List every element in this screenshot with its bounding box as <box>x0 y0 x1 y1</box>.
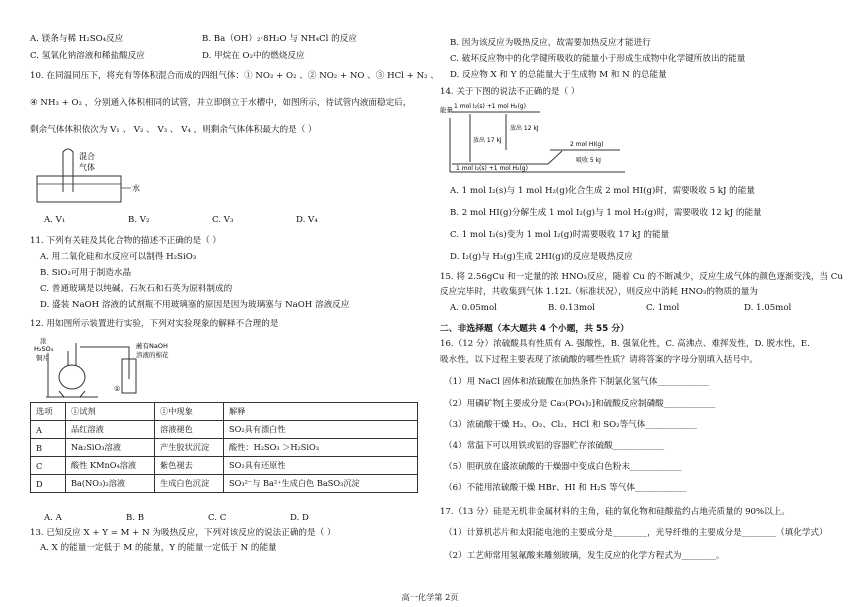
q10-options <box>44 215 318 226</box>
q16-item-2[interactable]: （2）用磷矿物[主要成分是 Ca₃(PO₄)₂]和硫酸反应制磷酸____________ <box>444 399 716 409</box>
q17-item-1[interactable]: （1）计算机芯片和太阳能电池的主要成分是________，光导纤维的主要成分是________（填化学式） <box>444 528 828 538</box>
table-row <box>31 475 418 493</box>
q13-option-b[interactable]: B. 因为该反应为吸热反应，故需要加热反应才能进行 <box>450 38 651 48</box>
table-cell: Na₂SiO₃溶液 <box>66 439 155 457</box>
section-heading: 二、非选择题（本大题共 4 个小题，共 55 分） <box>440 324 629 334</box>
burner <box>59 391 85 397</box>
table-cell: 酸性：H₂SO₃ ＞H₂SiO₃ <box>224 439 418 457</box>
q9-options-2 <box>30 51 305 62</box>
table-cell: SO₂具有还原性 <box>224 457 418 475</box>
q11-option-c[interactable]: C. 普通玻璃是以纯碱、石灰石和石英为原料制成的 <box>40 284 233 294</box>
energy-axis-label: 能量 <box>440 106 453 114</box>
q16-stem-1: 16.（12 分）浓硫酸具有性质有 A. 强酸性，B. 强氧化性，C. 高沸点、难挥发性，D. 脱水性，E. <box>440 339 810 349</box>
table-row <box>31 439 418 457</box>
q14-option-c[interactable]: C. 1 mol I₂(s)变为 1 mol I₂(g)时需要吸收 17 kJ 的能量 <box>450 230 670 240</box>
q15-option-d[interactable]: D. 1.05mol <box>744 303 792 313</box>
table-cell: 溶液褪色 <box>155 421 224 439</box>
q16-item-4[interactable]: （4）常温下可以用铁或铝的容器贮存浓硫酸____________ <box>444 441 665 451</box>
q10-option-c[interactable]: C. V₃ <box>212 215 234 225</box>
q10-stem-2: ④ NH₃ + O₂ ，分别通入体积相同的试管，并立即倒立于水槽中，如图所示，待试管内液面稳定后， <box>30 98 412 108</box>
q12-option-d[interactable]: D. D <box>290 513 309 523</box>
q12-options-table <box>30 402 418 493</box>
q16-item-1[interactable]: （1）用 NaCl 固体和浓硫酸在加热条件下制氯化氢气体____________ <box>444 377 709 387</box>
copper-label: 铜片 <box>36 354 49 362</box>
flask <box>59 365 85 389</box>
q13-stem: 13. 已知反应 X + Y = M + N 为吸热反应，下列对该反应的说法正确的是（ ） <box>30 528 336 538</box>
q16-item-5[interactable]: （5）胆矾放在盛浓硫酸的干燥器中变成白色粉末____________ <box>444 462 682 472</box>
q10-option-a[interactable]: A. V₁ <box>44 215 66 225</box>
q12-stem: 12. 用如图所示装置进行实验，下列对实验现象的解释不合理的是 <box>30 319 279 329</box>
q15-stem-1: 15. 将 2.56gCu 和一定量的浓 HNO₃反应，随着 Cu 的不断减少，反应生成气体的颜色逐渐变浅，当 Cu <box>440 272 843 282</box>
q11-stem: 11. 下列有关硅及其化合物的描述不正确的是（ ） <box>30 236 222 246</box>
table-cell: Ba(NO₃)₂溶液 <box>66 475 155 493</box>
table-header: ①试剂 <box>66 403 155 421</box>
test-tube <box>63 149 73 192</box>
q16-item-6[interactable]: （6）不能用浓硫酸干燥 HBr、HI 和 H₂S 等气体____________ <box>444 483 687 493</box>
absorb-5-label: 吸收 5 kJ <box>576 157 601 164</box>
q9-option-b[interactable]: B. Ba（OH）₂·8H₂O 与 NH₄Cl 的反应 <box>202 34 357 44</box>
step-up <box>548 151 562 164</box>
q10-test-tube-figure <box>35 146 145 206</box>
table-cell: C <box>31 457 66 475</box>
table-row <box>31 421 418 439</box>
q13-option-a[interactable]: A. X 的能量一定低于 M 的能量，Y 的能量一定低于 N 的能量 <box>40 543 277 553</box>
q10-option-d[interactable]: D. V₄ <box>296 215 318 225</box>
top-level-label: 1 mol I₂(s) +1 mol H₂(g) <box>454 103 526 110</box>
q9-options <box>30 34 357 45</box>
q10-option-b[interactable]: B. V₂ <box>128 215 150 225</box>
q14-stem: 14. 关于下图的说法不正确的是（ ） <box>440 87 580 97</box>
hi-level-label: 2 mol HI(g) <box>570 141 604 148</box>
q15-option-c[interactable]: C. 1mol <box>646 303 680 313</box>
q12-option-a[interactable]: A. A <box>44 513 62 523</box>
q17-item-2[interactable]: （2）工艺师常用氢氟酸来雕刻玻璃，发生反应的化学方程式为________。 <box>444 551 725 561</box>
table-cell: 生成白色沉淀 <box>155 475 224 493</box>
table-row <box>31 457 418 475</box>
q15-options <box>450 303 791 314</box>
q12-options <box>44 513 309 524</box>
table-cell: 酸性 KMnO₄溶液 <box>66 457 155 475</box>
naoh-label-2: 溶液的棉花 <box>136 351 169 359</box>
table-cell: A <box>31 421 66 439</box>
table-header: 解释 <box>224 403 418 421</box>
reagent-mark: ① <box>114 385 121 393</box>
q9-option-c[interactable]: C. 氢氧化钠溶液和稀盐酸反应 <box>30 51 145 61</box>
right-column <box>440 0 843 590</box>
q10-stem-1: 10. 在同温同压下，将充有等体积混合而成的四组气体：① NO₂ + O₂ 、② NO₂ + NO 、③ HCl + N₂ 、 <box>30 71 439 81</box>
bottom-level-label: 1 mol I₂(s) +1 mol H₂(g) <box>456 165 528 172</box>
q12-apparatus-figure <box>34 333 184 399</box>
q17-stem: 17.（13 分）硅是无机非金属材料的主角，硅的氧化物和硅酸盐约占地壳质量的 90%以上。 <box>440 507 790 517</box>
q16-item-3[interactable]: （3）浓硫酸干燥 H₂、O₂、Cl₂、HCl 和 SO₂等气体____________ <box>444 420 697 430</box>
q15-option-b[interactable]: B. 0.13mol <box>548 303 595 313</box>
table-cell: SO₂具有漂白性 <box>224 421 418 439</box>
acid-label-2: H₂SO₄ <box>34 345 54 353</box>
mixed-gas-label-2: 气体 <box>79 163 95 172</box>
q12-option-b[interactable]: B. B <box>126 513 145 523</box>
naoh-label-1: 蘸有NaOH <box>136 342 168 350</box>
q9-option-d[interactable]: D. 甲烷在 O₂中的燃烧反应 <box>202 51 305 61</box>
q14-option-d[interactable]: D. I₂(g)与 H₂(g)生成 2HI(g)的反应是吸热反应 <box>450 252 633 262</box>
table-header-row <box>31 403 418 421</box>
q13-option-c[interactable]: C. 破坏反应物中的化学键所吸收的能量小于形成生成物中化学键所放出的能量 <box>450 54 746 64</box>
left-column <box>30 0 439 590</box>
q14-energy-diagram <box>440 98 630 178</box>
q14-option-a[interactable]: A. 1 mol I₂(s)与 1 mol H₂(g)化合生成 2 mol HI(g)时，需要吸收 5 kJ 的能量 <box>450 186 755 196</box>
trough <box>37 176 121 202</box>
q12-option-c[interactable]: C. C <box>208 513 227 523</box>
table-header: ①中现象 <box>155 403 224 421</box>
table-cell: 产生胶状沉淀 <box>155 439 224 457</box>
table-cell: D <box>31 475 66 493</box>
q11-option-b[interactable]: B. SiO₂可用于制造水晶 <box>40 268 132 278</box>
q11-option-a[interactable]: A. 用二氧化硅和水反应可以制得 H₂SiO₃ <box>40 252 197 262</box>
q9-option-a[interactable]: A. 镁条与稀 H₂SO₄反应 <box>30 34 124 44</box>
q15-option-a[interactable]: A. 0.05mol <box>450 303 497 313</box>
page-footer: 高一化学第 2页 <box>401 592 459 602</box>
q10-stem-3: 剩余气体体积依次为 V₁ 、 V₂ 、 V₃ 、 V₄ ，则剩余气体体积最大的是（ ） <box>30 125 317 135</box>
acid-label-1: 浓 <box>40 337 47 345</box>
q16-stem-2: 吸水性，以下过程主要表现了浓硫酸的哪些性质？请将答案的字母分别填入括号中。 <box>440 355 758 365</box>
q13-option-d[interactable]: D. 反应物 X 和 Y 的总能量大于生成物 M 和 N 的总能量 <box>450 70 667 80</box>
q15-stem-2: 反应完毕时，共收集到气体 1.12L（标准状况），则反应中消耗 HNO₃的物质的量为 <box>440 287 758 297</box>
release-17-label: 放出 17 kJ <box>473 137 502 144</box>
table-cell: 紫色褪去 <box>155 457 224 475</box>
table-cell: 品红溶液 <box>66 421 155 439</box>
table-cell: B <box>31 439 66 457</box>
q14-option-b[interactable]: B. 2 mol HI(g)分解生成 1 mol I₂(g)与 1 mol H₂(g)时，需要吸收 12 kJ 的能量 <box>450 208 762 218</box>
release-12-label: 放出 12 kJ <box>510 125 539 132</box>
q11-option-d[interactable]: D. 盛装 NaOH 溶液的试剂瓶不用玻璃塞的原因是因为玻璃塞与 NaOH 溶液反应 <box>40 300 350 310</box>
table-cell: SO₃²⁻与 Ba²⁺生成白色 BaSO₃沉淀 <box>224 475 418 493</box>
water-label: 水 <box>132 184 140 193</box>
table-header: 选项 <box>31 403 66 421</box>
mixed-gas-label-1: 混合 <box>79 152 95 161</box>
